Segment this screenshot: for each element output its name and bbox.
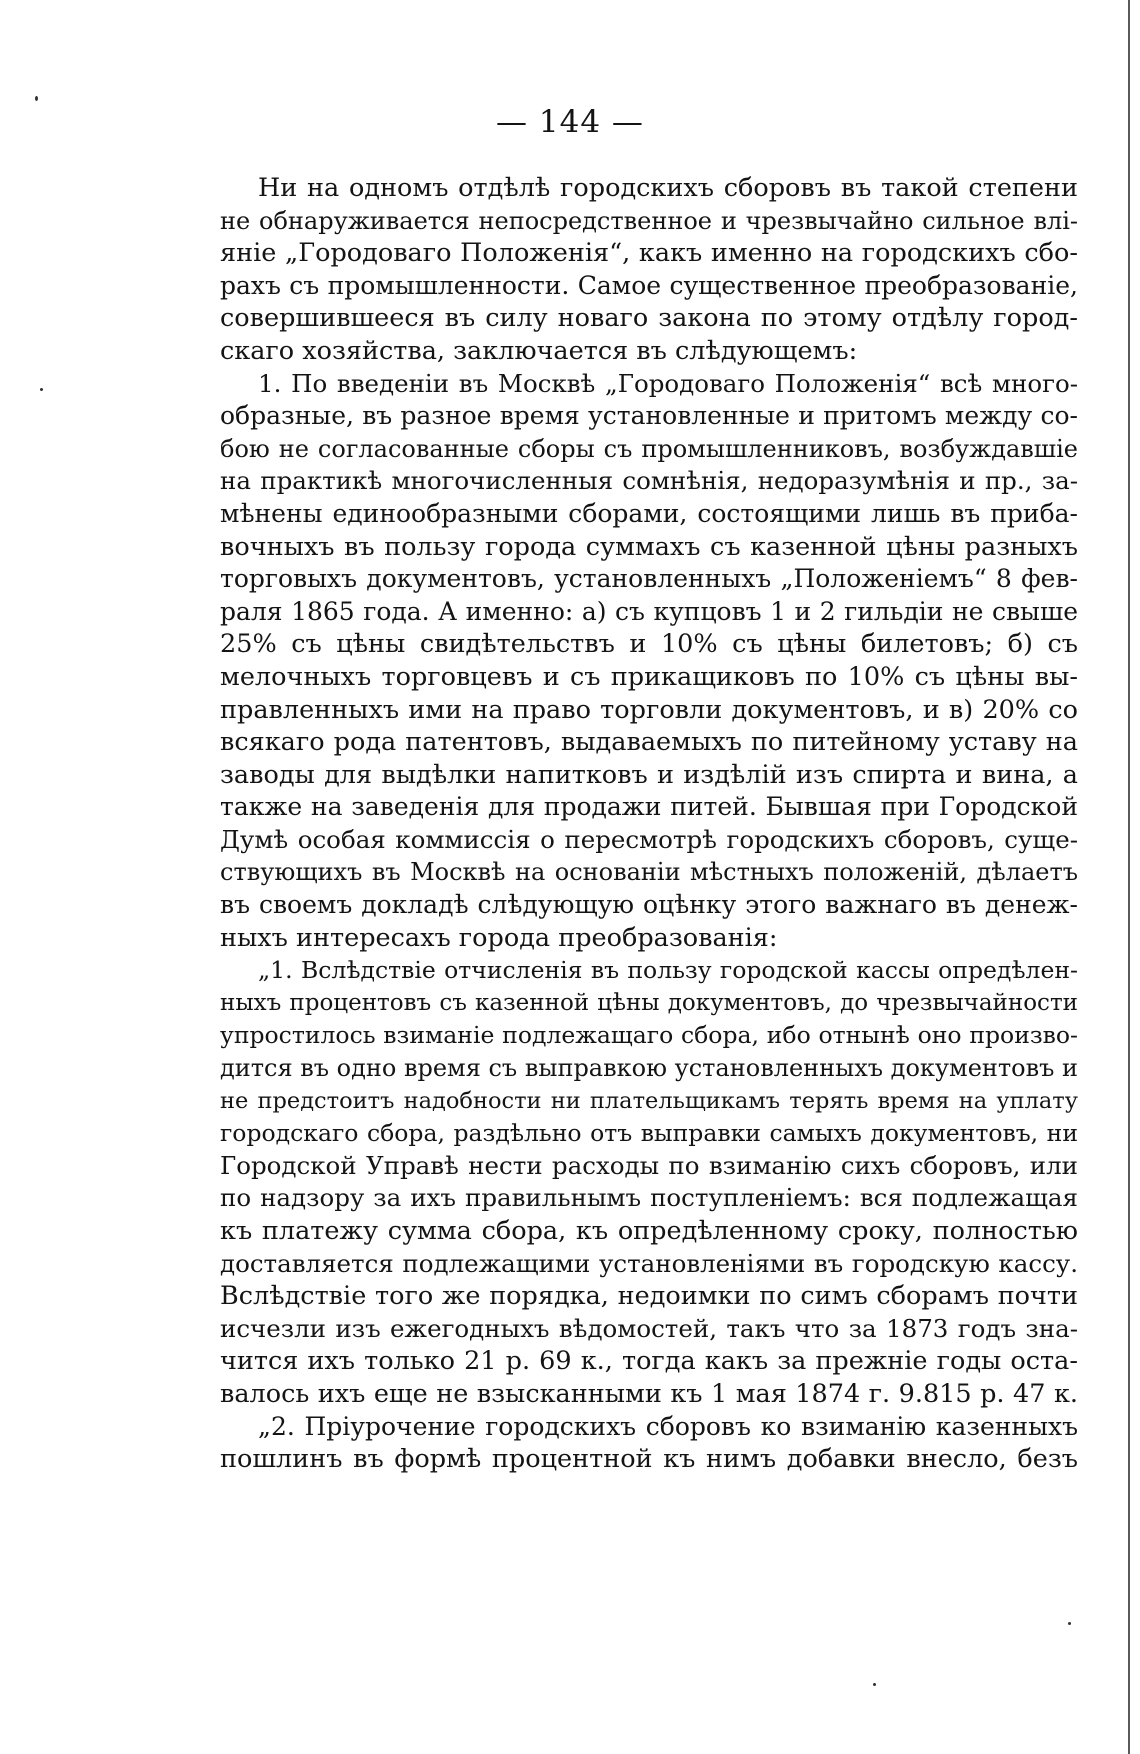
text-line: образные, въ разное время установленные и притомъ между со- xyxy=(220,401,1078,431)
text-line: 1. По введеніи въ Москвѣ „Городоваго Положенія“ всѣ много- xyxy=(258,368,1078,398)
scan-speck xyxy=(35,96,38,101)
text-line: чится ихъ только 21 р. 69 к., тогда какъ за прежніе годы оста- xyxy=(220,1346,1078,1377)
text-line: ныхъ интересахъ города преобразованія: xyxy=(220,922,778,953)
page-edge-line xyxy=(1128,0,1130,1754)
text-line: къ платежу сумма сбора, къ опредѣленному сроку, полностью xyxy=(220,1216,1078,1246)
text-line: валось ихъ еще не взысканными къ 1 мая 1874 г. 9.815 р. 47 к. xyxy=(220,1378,1078,1409)
text-line: по надзору за ихъ правильнымъ поступленіемъ: вся подлежащая xyxy=(220,1183,1078,1213)
text-line: заводы для выдѣлки напитковъ и издѣлій изъ спирта и вина, а xyxy=(220,759,1078,790)
text-line: яніе „Городоваго Положенія“, какъ именно на городскихъ сбо- xyxy=(220,238,1078,269)
text-line: рахъ съ промышленности. Самое существенное преобразованіе, xyxy=(220,270,1078,300)
text-line: раля 1865 года. А именно: а) съ купцовъ 1 и 2 гильдіи не свыше xyxy=(220,596,1078,626)
text-line: доставляется подлежащими установленіями въ городскую кассу. xyxy=(220,1248,1078,1278)
text-line: въ своемъ докладѣ слѣдующую оцѣнку этого важнаго въ денеж- xyxy=(220,890,1078,920)
text-line: мѣнены единообразными сборами, состоящими лишь въ приба- xyxy=(220,498,1078,528)
text-line: Городской Управѣ нести расходы по взиманію сихъ сборовъ, или xyxy=(220,1150,1078,1180)
text-line: торговыхъ документовъ, установленныхъ „Положеніемъ“ 8 фев- xyxy=(220,564,1078,594)
page-number: — 144 — xyxy=(496,104,644,140)
text-line: ныхъ процентовъ съ казенной цѣны документовъ, до чрезвычайности xyxy=(220,989,1078,1016)
text-line: 25% съ цѣны свидѣтельствъ и 10% съ цѣны билетовъ; б) съ xyxy=(220,629,1078,660)
text-line: „2. Пріурочение городскихъ сборовъ ко взиманію казенныхъ xyxy=(258,1411,1078,1441)
text-line: правленныхъ ими на право торговли документовъ, и в) 20% со xyxy=(220,694,1078,725)
text-line: упростилось взиманіе подлежащаго сбора, ибо отнынѣ оно произво- xyxy=(220,1021,1078,1050)
text-line: всякаго рода патентовъ, выдаваемыхъ по питейному уставу на xyxy=(220,727,1078,758)
text-line: не предстоитъ надобности ни плательщикамъ терять время на уплату xyxy=(220,1087,1078,1114)
text-line: исчезли изъ ежегодныхъ вѣдомостей, такъ что за 1873 годъ зна- xyxy=(220,1313,1078,1343)
text-line: скаго хозяйства, заключается въ слѣдующемъ: xyxy=(220,335,858,366)
text-line: не обнаруживается непосредственное и чрезвычайно сильное влі- xyxy=(220,206,1078,235)
text-line: „1. Вслѣдствіе отчисленія въ пользу городской кассы опредѣлен- xyxy=(258,956,1078,985)
text-line: также на заведенія для продажи питей. Бывшая при Городской xyxy=(220,792,1078,822)
text-line: Вслѣдствіе того же порядка, недоимки по симъ сборамъ почти xyxy=(220,1281,1078,1312)
text-line: совершившееся въ силу новаго закона по этому отдѣлу город- xyxy=(220,303,1078,334)
body-text xyxy=(220,172,1078,1476)
scan-speck xyxy=(40,388,43,391)
text-line: пошлинъ въ формѣ процентной къ нимъ добавки внесло, безъ xyxy=(220,1444,1078,1475)
text-line: на практикѣ многочисленныя сомнѣнія, недоразумѣнія и пр., за- xyxy=(220,466,1078,496)
text-line: мелочныхъ торговцевъ и съ прикащиковъ по 10% съ цѣны вы- xyxy=(220,661,1078,692)
scan-speck xyxy=(873,1683,876,1686)
text-line: Думѣ особая коммиссія о пересмотрѣ городскихъ сборовъ, суще- xyxy=(220,824,1078,854)
scan-speck xyxy=(1068,1622,1071,1625)
text-line: городскаго сбора, раздѣльно отъ выправки самыхъ документовъ, ни xyxy=(220,1119,1078,1148)
text-line: дится въ одно время съ выправкою установленныхъ документовъ и xyxy=(220,1054,1079,1083)
text-line: Ни на одномъ отдѣлѣ городскихъ сборовъ въ такой степени xyxy=(258,173,1078,203)
text-line: ствующихъ въ Москвѣ на основаніи мѣстныхъ положеній, дѣлаетъ xyxy=(220,858,1078,887)
text-line: бою не согласованные сборы съ промышленниковъ, возбуждавшіе xyxy=(220,434,1078,463)
text-line: вочныхъ въ пользу города суммахъ съ казенной цѣны разныхъ xyxy=(220,531,1078,562)
